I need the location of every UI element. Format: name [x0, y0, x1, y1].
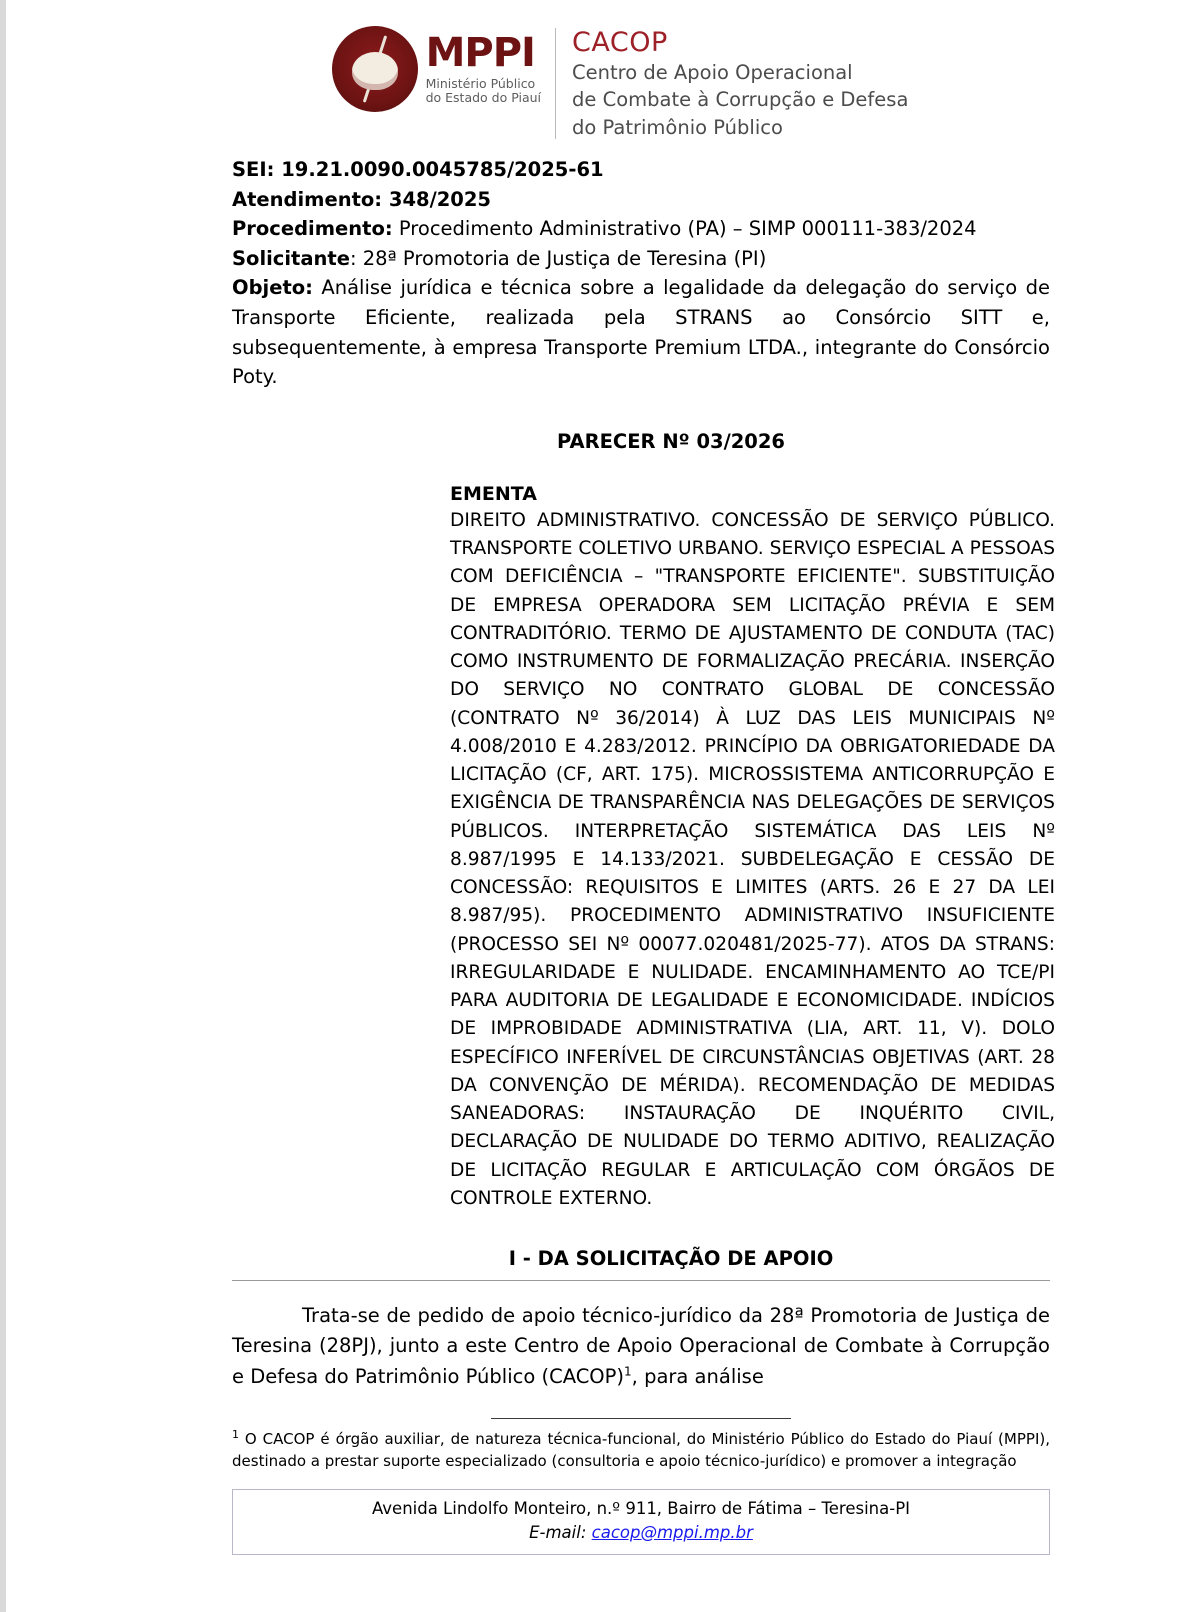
parecer-title: PARECER Nº 03/2026: [556, 429, 785, 453]
ementa-label: EMENTA: [450, 482, 537, 505]
mppi-logo-block: [332, 26, 541, 112]
meta-atendimento-value: 348/2025: [382, 187, 491, 211]
footnote-marker: 1: [232, 1427, 239, 1441]
meta-sei-label: SEI:: [232, 157, 275, 181]
document-header: [0, 0, 1200, 141]
meta-solicitante: [232, 244, 1050, 274]
meta-procedimento: [232, 214, 1050, 244]
meta-atendimento-label: Atendimento:: [232, 187, 383, 211]
section-paragraph-part2: , para análise: [631, 1364, 764, 1388]
mppi-institution-name: [426, 77, 541, 106]
section-paragraph: [232, 1301, 1050, 1392]
page-edge-shadow: [0, 0, 6, 1612]
cacop-block: [572, 26, 908, 141]
meta-sei-value: 19.21.0090.0045785/2025-61: [274, 157, 604, 181]
brasao-mppi-icon: [332, 26, 418, 112]
ementa-text: DIREITO ADMINISTRATIVO. CONCESSÃO DE SERVIÇO PÚBLICO. TRANSPORTE COLETIVO URBANO. SERVIÇO ESPECIAL A PESSOAS COM DEFICIÊNCIA – "TRANSPORTE EFICIENTE". SUBSTITUIÇÃO DE EMPRESA OPERADORA SEM LICITAÇÃO PRÉVIA E SEM CONTRADITÓRIO. TERMO DE AJUSTAMENTO DE CONDUTA (TAC) COMO INSTRUMENTO DE FORMALIZAÇÃO PRECÁRIA. INSERÇÃO DO SERVIÇO NO CONTRATO GLOBAL DE CONCESSÃO (CONTRATO Nº 36/2014) À LUZ DAS LEIS MUNICIPAIS Nº 4.008/2010 E 4.283/2012. PRINCÍPIO DA OBRIGATORIEDADE DA LICITAÇÃO (CF, ART. 175). MICROSSISTEMA ANTICORRUPÇÃO E EXIGÊNCIA DE TRANSPARÊNCIA NAS DELEGAÇÕES DE SERVIÇOS PÚBLICOS. INTERPRETAÇÃO SISTEMÁTICA DAS LEIS Nº 8.987/1995 E 14.133/2021. SUBDELEGAÇÃO E CESSÃO DE CONCESSÃO: REQUISITOS E LIMITES (ARTS. 26 E 27 DA LEI 8.987/95). PROCEDIMENTO ADMINISTRATIVO INSUFICIENTE (PROCESSO SEI Nº 00077.020481/2025-77). ATOS DA STRANS: IRREGULARIDADE E NULIDADE. ENCAMINHAMENTO AO TCE/PI PARA AUDITORIA DE LEGALIDADE E ECONOMICIDADE. INDÍCIOS DE IMPROBIDADE ADMINISTRATIVA (LIA, ART. 11, V). DOLO ESPECÍFICO INFERÍVEL DE CIRCUNSTÂNCIAS OBJETIVAS (ART. 28 DA CONVENÇÃO DE MÉRIDA). RECOMENDAÇÃO DE MEDIDAS SANEADORAS: INSTAURAÇÃO DE INQUÉRITO CIVIL, DECLARAÇÃO DE NULIDADE DO TERMO ADITIVO, REALIZAÇÃO DE LICITAÇÃO REGULAR E ARTICULAÇÃO COM ÓRGÃOS DE CONTROLE EXTERNO.: [450, 509, 1055, 1209]
section-paragraph-part1: Trata-se de pedido de apoio técnico-jurídico da 28ª Promotoria de Justiça de Teresina (28PJ), junto a este Centro de Apoio Operacional de Combate à Corrupção e Defesa do Patrimônio Público (CACOP): [232, 1304, 1050, 1388]
meta-solicitante-value: : 28ª Promotoria de Justiça de Teresina (PI): [349, 246, 767, 270]
mppi-wordmark: [425, 29, 542, 106]
footnote-content: O CACOP é órgão auxiliar, de natureza técnica-funcional, do Ministério Público do Estado do Piauí (MPPI), destinado a prestar suporte especializado (consultoria e apoio técnico-jurídico) e promover a integração: [232, 1429, 1050, 1471]
metadata-block: [232, 155, 1050, 274]
mppi-acronym-mp: MP: [425, 29, 493, 76]
header-divider: [555, 28, 556, 139]
meta-objeto-label: Objeto:: [232, 276, 313, 300]
meta-objeto: [232, 273, 1050, 392]
footnote-rule: [491, 1418, 791, 1419]
cacop-name-line1: Centro de Apoio Operacional: [572, 60, 853, 84]
footer-email-line: [243, 1521, 1039, 1545]
mppi-acronym-pi: PI: [492, 29, 535, 76]
section-rule: [232, 1280, 1050, 1281]
footer-email-link[interactable]: cacop@mppi.mp.br: [591, 1522, 753, 1542]
mppi-acronym: [425, 29, 541, 76]
footnote-text: [232, 1427, 1050, 1473]
footer-contact-box: [232, 1489, 1050, 1555]
footer-address: Avenida Lindolfo Monteiro, n.º 911, Bairro de Fátima – Teresina-PI: [371, 1498, 911, 1518]
document-body: [0, 155, 1200, 1555]
meta-objeto-value: Análise jurídica e técnica sobre a legalidade da delegação do serviço de Transporte Eficiente, realizada pela STRANS ao Consórcio SITT e, subsequentemente, à empresa Transporte Premium LTDA., integrante do Consórcio Poty.: [232, 276, 1050, 389]
cacop-acronym: CACOP: [572, 27, 668, 58]
cacop-name-line3: do Patrimônio Público: [572, 116, 783, 140]
meta-atendimento: [232, 185, 1050, 215]
meta-sei: [232, 155, 1050, 185]
section-title-solicitacao-apoio: I - DA SOLICITAÇÃO DE APOIO: [508, 1247, 834, 1271]
mppi-institution-line1: Ministério Público: [425, 75, 536, 91]
meta-procedimento-value: Procedimento Administrativo (PA) – SIMP 000111-383/2024: [392, 217, 977, 241]
meta-procedimento-label: Procedimento:: [232, 217, 393, 241]
cacop-name-line2: de Combate à Corrupção e Defesa: [572, 88, 909, 112]
ementa-block: [450, 483, 1055, 1213]
meta-solicitante-label: Solicitante: [232, 246, 350, 270]
footer-email-label: E-mail:: [529, 1522, 592, 1542]
footnote-marker-inline: 1: [624, 1364, 632, 1379]
mppi-institution-line2: do Estado do Piauí: [425, 90, 542, 105]
